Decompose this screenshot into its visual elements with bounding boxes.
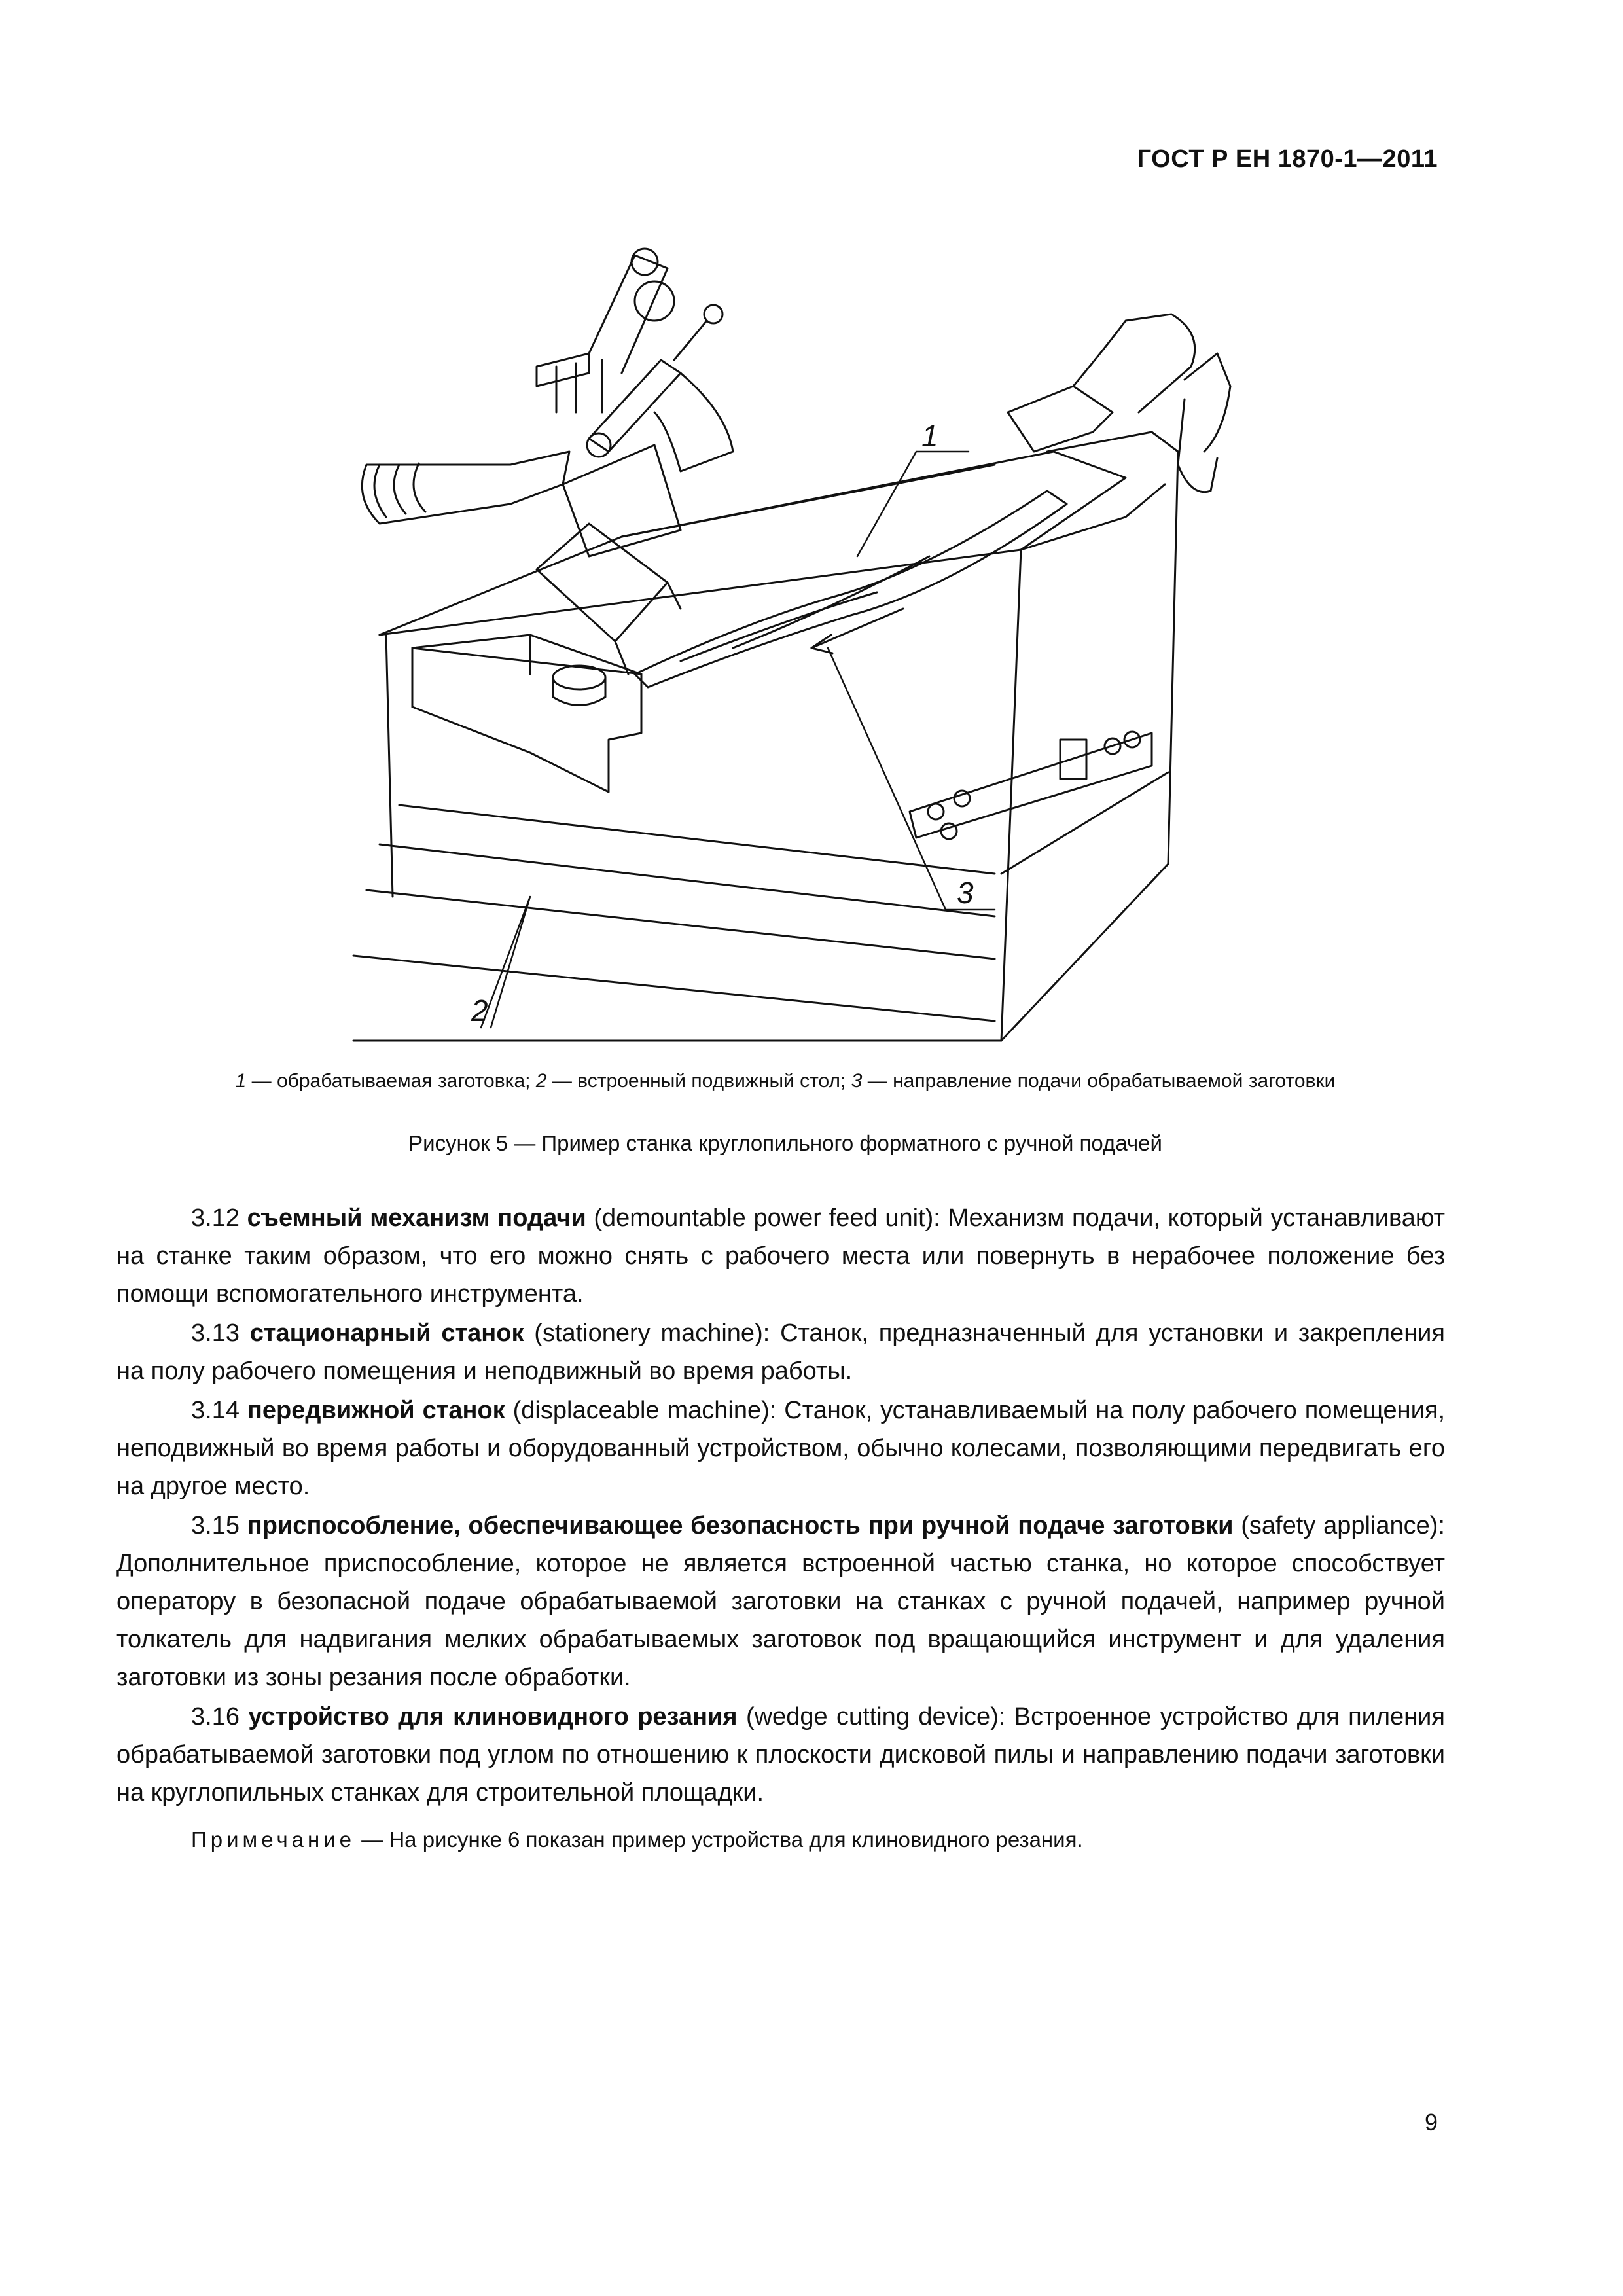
term: приспособление, обеспечивающее безопасность при ручной подаче заготовки <box>247 1512 1234 1539</box>
paragraph-3-13 <box>116 1314 1445 1390</box>
document-header: ГОСТ Р ЕН 1870-1—2011 <box>1137 145 1438 173</box>
callout-3: 3 <box>957 876 974 910</box>
definition: (stationery machine): Станок, предназначенный для установки и закрепления на полу рабочего помещения и неподвижный во время работы. <box>116 1319 1445 1385</box>
term: устройство для клиновидного резания <box>248 1703 738 1731</box>
page-number: 9 <box>1424 2109 1438 2136</box>
power-feed-unit <box>362 249 733 556</box>
definitions-text <box>116 1199 1445 1860</box>
paragraph-3-15 <box>116 1507 1445 1696</box>
machine-body <box>353 432 1178 1041</box>
legend-number-2: 2 <box>535 1070 547 1092</box>
legend-number-3: 3 <box>851 1070 863 1092</box>
figure-5-saw-machine-drawing <box>340 216 1440 1060</box>
control-panel <box>910 732 1152 839</box>
paragraph-number: 3.15 <box>191 1512 247 1539</box>
paragraph-3-16 <box>116 1698 1445 1812</box>
definition: (safety appliance): Дополнительное приспособление, которое не является встроенной частью станка, но которое способствует оператору в безопасной подаче обрабатываемой заготовки на станках с ручной подачей, например ручной толкатель для надвигания мелких обрабатываемых заготовок под вращающийся инструмент и для удаления заготовки из зоны резания после обработки. <box>116 1512 1445 1691</box>
definition: (demountable power feed unit): Механизм подачи, который устанавливают на станке таким образом, что его можно снять с рабочего места или повернуть в нерабочее положение без помощи вспомогательного инструмента. <box>116 1204 1445 1308</box>
legend-text-2: — встроенный подвижный стол; <box>546 1070 851 1092</box>
legend-number-1: 1 <box>235 1070 247 1092</box>
workpiece <box>635 491 1067 687</box>
paragraph-3-12 <box>116 1199 1445 1313</box>
term: съемный механизм подачи <box>247 1204 586 1232</box>
sliding-table <box>412 524 681 792</box>
paragraph-number: 3.13 <box>191 1319 250 1347</box>
term: передвижной станок <box>247 1397 505 1424</box>
note-text: — На рисунке 6 показан пример устройства для клиновидного резания. <box>355 1827 1083 1852</box>
paragraph-number: 3.14 <box>191 1397 247 1424</box>
paragraph-number: 3.12 <box>191 1204 247 1232</box>
paragraph-3-14 <box>116 1391 1445 1505</box>
note <box>116 1821 1445 1859</box>
paragraph-number: 3.16 <box>191 1703 249 1731</box>
note-label: Примечание <box>191 1827 356 1852</box>
legend-text-3: — направление подачи обрабатываемой заготовки <box>862 1070 1336 1092</box>
callout-leaders <box>481 452 995 1028</box>
definition: (wedge cutting device): Встроенное устройство для пиления обрабатываемой заготовки под углом по отношению к плоскости дисковой пилы и направлению подачи заготовки на круглопильных станках для строительной площадки. <box>116 1703 1445 1806</box>
term: стационарный станок <box>249 1319 524 1347</box>
callout-1: 1 <box>921 419 938 453</box>
operator-hand <box>1008 314 1230 492</box>
figure-legend <box>164 1070 1407 1092</box>
callout-2: 2 <box>471 994 488 1028</box>
figure-caption: Рисунок 5 — Пример станка круглопильного форматного с ручной подачей <box>408 1131 1162 1155</box>
legend-text-1: — обрабатываемая заготовка; <box>246 1070 536 1092</box>
feed-direction-arrow <box>812 609 903 653</box>
definition: (displaceable machine): Станок, устанавливаемый на полу рабочего помещения, неподвижный во время работы и оборудованный устройством, обычно колесами, позволяющими передвигать его на другое место. <box>116 1397 1446 1500</box>
